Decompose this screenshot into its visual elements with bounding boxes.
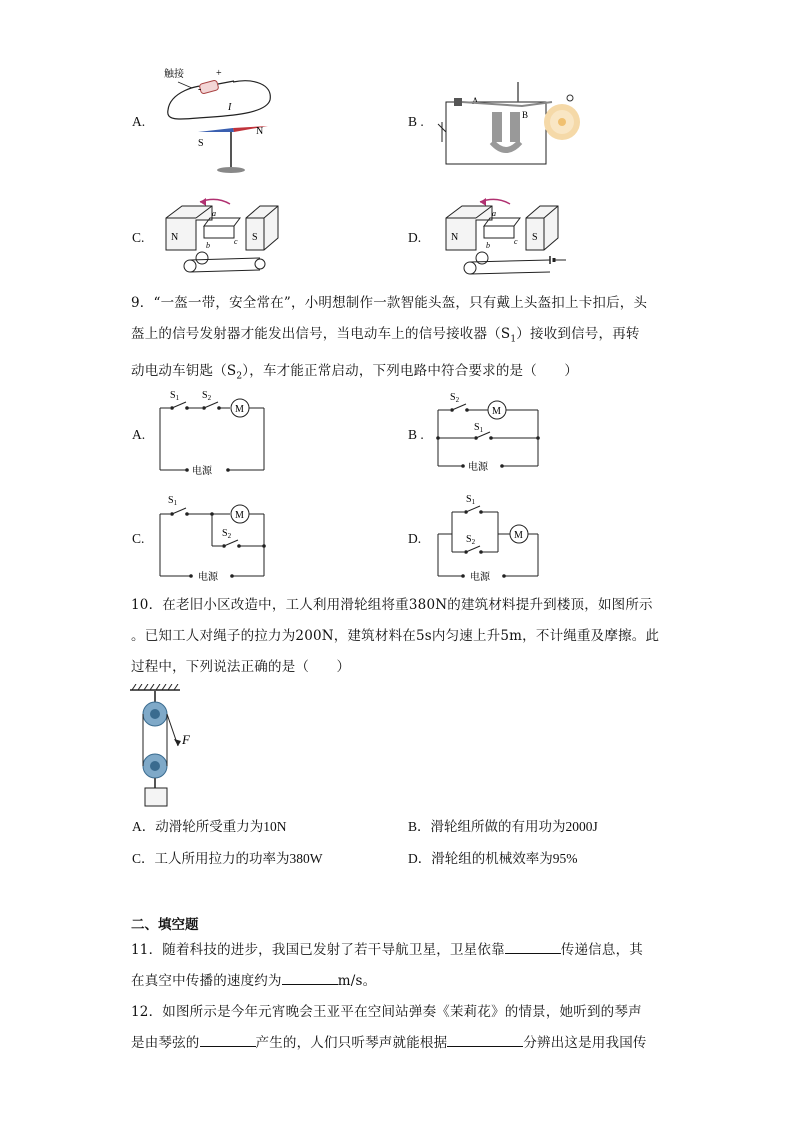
q10-option-c[interactable]: C．工人所用拉力的功率为380W (132, 851, 323, 866)
svg-text:M: M (235, 510, 244, 521)
svg-text:A: A (472, 96, 479, 106)
svg-text:S1: $S_1$ (168, 495, 178, 507)
q12-blank-1[interactable] (200, 1032, 256, 1047)
force-label: F (182, 732, 190, 747)
q8-option-c-figure (160, 196, 280, 276)
q8-option-b-letter[interactable]: B . (408, 114, 424, 129)
svg-text:b: b (486, 241, 490, 250)
svg-text:+: + (216, 68, 222, 79)
svg-text:N: N (256, 126, 264, 137)
touch-label: 触接 (164, 69, 184, 80)
svg-text:b: b (206, 241, 210, 250)
svg-text:B: B (522, 110, 529, 120)
svg-text:S: S (532, 232, 538, 243)
q10-question: 10．在老旧小区改造中，工人利用滑轮组将重380N的建筑材料提升到楼顶，如图所示 。已知工人对绳子的拉力为200N，建筑材料在5s内匀速上升5m，不计绳重及摩擦。此 过程中，下列说法正确的是（ ） (131, 597, 660, 675)
svg-text:电源: 电源 (468, 462, 488, 473)
q8-option-c-letter[interactable]: C. (132, 230, 145, 245)
section-title: 二、填空题 (131, 917, 199, 932)
svg-text:I: I (228, 102, 232, 113)
q9-option-b-letter[interactable]: B . (408, 427, 424, 442)
q8-option-a-figure (158, 62, 278, 180)
svg-text:电源: 电源 (198, 572, 218, 583)
svg-text:S: S (198, 138, 204, 149)
svg-text:S2: $S_2$ (202, 390, 212, 402)
q9-option-c-circuit (156, 490, 268, 586)
q9-option-b-circuit (432, 390, 544, 476)
svg-text:a: a (212, 209, 216, 218)
svg-text:M: M (514, 530, 523, 541)
q9-question: 9．“一盔一带，安全常在”，小明想制作一款智能头盔，只有戴上头盔扣上卡扣后，头 盔上的信号发射器才能发出信号，当电动车上的信号接收器$(S_1)$接收到信号，再转 动电动车钥匙$(S_2)$，车才能正常启动，下列电路中符合要求的是（ ） (131, 295, 648, 382)
svg-text:a: a (492, 209, 496, 218)
q9-option-d-letter[interactable]: D. (408, 531, 422, 546)
q12-question: 12．如图所示是今年元宵晚会王亚平在空间站弹奏《茉莉花》的情景，她听到的琴声 是由琴弦的 产生的，人们只听琴声就能根据 分辨出这是用我国传 (131, 1004, 647, 1051)
svg-text:S: S (252, 232, 258, 243)
q10-pulley-figure (128, 684, 198, 810)
svg-text:M: M (492, 406, 501, 417)
q9-option-d-circuit (432, 490, 544, 586)
q8-option-d-letter[interactable]: D. (408, 230, 422, 245)
q8-option-d-figure (440, 196, 580, 280)
svg-text:S2: $S_2$ (450, 392, 460, 404)
svg-text:c: c (234, 237, 238, 246)
svg-text:S2: $S_2$ (466, 534, 476, 546)
svg-text:c: c (514, 237, 518, 246)
q8-option-b-figure (432, 72, 592, 168)
svg-text:S2: $S_2$ (222, 528, 232, 540)
q11-blank-2[interactable] (282, 970, 338, 985)
svg-text:电源: 电源 (470, 572, 490, 583)
q10-option-a[interactable]: A．动滑轮所受重力为10N (132, 819, 287, 834)
svg-text:S1: $S_1$ (170, 390, 180, 402)
q9-option-c-letter[interactable]: C. (132, 531, 145, 546)
svg-text:电源: 电源 (192, 466, 212, 477)
q9-option-a-circuit (156, 386, 268, 480)
q9-option-a-letter[interactable]: A. (132, 427, 146, 442)
q8-option-a-letter[interactable]: A. (132, 114, 146, 129)
svg-text:-: - (198, 84, 202, 95)
svg-text:N: N (171, 232, 179, 243)
q11-question: 11．随着科技的进步，我国已发射了若干导航卫星，卫星依靠 传递信息，其 在真空中传播的速度约为 m/s。 (131, 935, 661, 997)
svg-text:S1: $S_1$ (466, 494, 476, 506)
q10-option-d[interactable]: D．滑轮组的机械效率为95% (408, 851, 578, 866)
q11-blank-1[interactable] (505, 939, 561, 954)
svg-text:M: M (235, 404, 244, 415)
q12-blank-2[interactable] (447, 1032, 523, 1047)
svg-text:N: N (451, 232, 459, 243)
svg-text:S1: $S_1$ (474, 422, 484, 434)
q10-option-b[interactable]: B．滑轮组所做的有用功为2000J (408, 819, 598, 834)
